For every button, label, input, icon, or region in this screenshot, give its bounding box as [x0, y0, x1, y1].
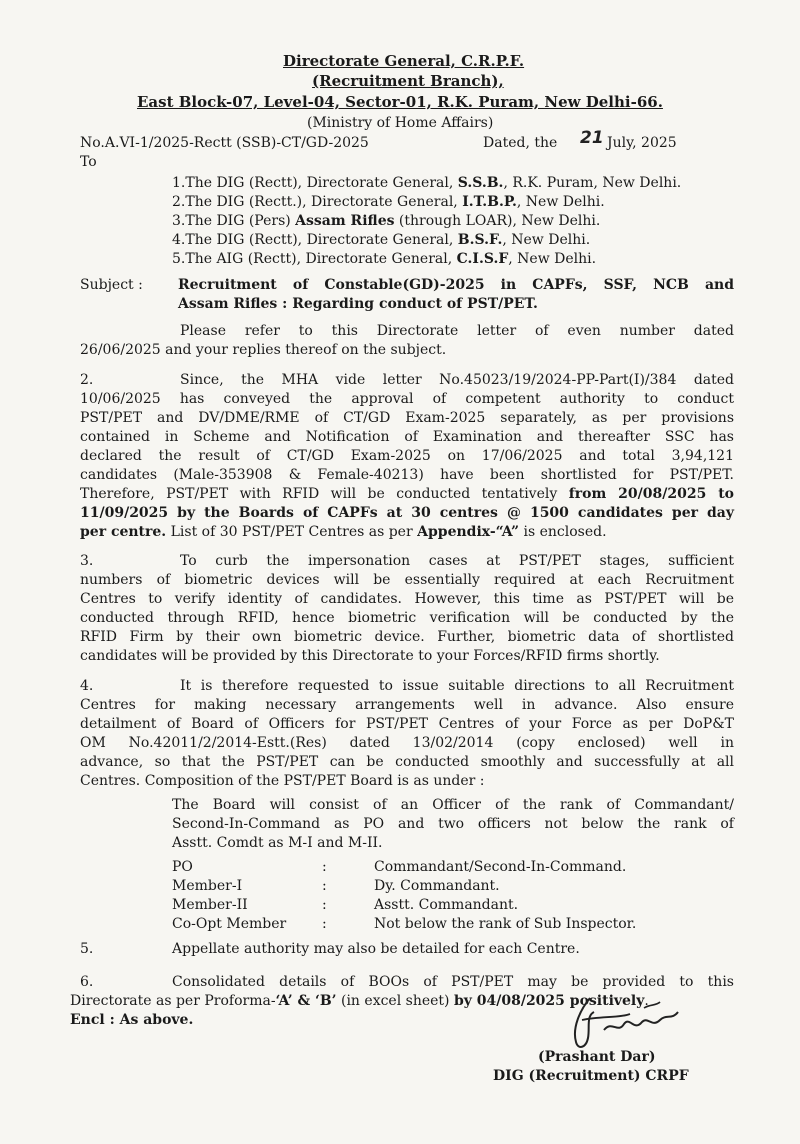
subject-line-1: Recruitment of Constable(GD)-2025 in CAPFs, SSF, NCB and: [178, 277, 734, 293]
para-3-line-3: Centres to verify identity of candidates. However, this time as PST/PET will be: [80, 591, 734, 607]
para-2-number: 2.: [80, 372, 94, 388]
board-line-2: Second-In-Command as PO and two officers not below the rank of: [172, 816, 734, 832]
handwritten-date: 21: [580, 128, 604, 148]
para-1-line-2: 26/06/2025 and your replies thereof on the subject.: [80, 342, 447, 358]
para-4-line-5: advance, so that the PST/PET can be conducted smoothly and successfully at all: [80, 754, 734, 770]
header-line-1: Directorate General, C.R.P.F.: [283, 52, 525, 70]
para-4-line-1: It is therefore requested to issue suitable directions to all Recruitment: [180, 678, 734, 694]
member-role: Co-Opt Member: [172, 916, 287, 932]
para-1-line-1: Please refer to this Directorate letter of even number dated: [180, 323, 734, 339]
dated-label: Dated, the: [483, 135, 558, 151]
member-separator: :: [322, 859, 327, 875]
para-2-line-7: Therefore, PST/PET with RFID will be conducted tentatively from 20/08/2025 to: [80, 486, 734, 502]
subject-label: Subject :: [80, 277, 143, 293]
ministry-line: (Ministry of Home Affairs): [307, 115, 494, 131]
dated-month-year: July, 2025: [607, 135, 677, 151]
member-rank: Not below the rank of Sub Inspector.: [374, 916, 637, 932]
para-5-number: 5.: [80, 941, 94, 957]
recipient-1: 1.The DIG (Rectt), Directorate General, S.S.B., R.K. Puram, New Delhi.: [172, 175, 682, 191]
para-4-line-3: detailment of Board of Officers for PST/PET Centres of your Force as per DoP&T: [80, 716, 734, 732]
member-separator: :: [322, 878, 327, 894]
para-3-number: 3.: [80, 553, 94, 569]
para-3-line-1: To curb the impersonation cases at PST/PET stages, sufficient: [180, 553, 734, 569]
para-3-line-5: RFID Firm by their own biometric device. Further, biometric data of shortlisted: [80, 629, 734, 645]
reference-number: No.A.VI-1/2025-Rectt (SSB)-CT/GD-2025: [80, 135, 369, 151]
subject-line-2: Assam Rifles : Regarding conduct of PST/PET.: [178, 296, 538, 312]
member-separator: :: [322, 916, 327, 932]
para-2-line-6: candidates (Male-353908 & Female-40213) have been shortlisted for PST/PET.: [80, 467, 734, 483]
para-3-line-4: conducted through RFID, hence biometric verification will be conducted by the: [80, 610, 734, 626]
signatory-designation: DIG (Recruitment) CRPF: [493, 1068, 689, 1084]
member-role: Member-II: [172, 897, 248, 913]
para-2-line-5: declared the result of CT/GD Exam-2025 on 17/06/2025 and total 3,94,121: [80, 448, 734, 464]
recipient-3: 3.The DIG (Pers) Assam Rifles (through LOAR), New Delhi.: [172, 213, 601, 229]
recipient-5: 5.The AIG (Rectt), Directorate General, C.I.S.F, New Delhi.: [172, 251, 597, 267]
header-line-2: (Recruitment Branch),: [312, 72, 504, 90]
para-3-line-6: candidates will be provided by this Directorate to your Forces/RFID firms shortly.: [80, 648, 660, 664]
member-role: PO: [172, 859, 193, 875]
signatory-name: (Prashant Dar): [538, 1049, 656, 1065]
para-2-line-9: per centre. List of 30 PST/PET Centres as per Appendix-“A” is enclosed.: [80, 524, 607, 540]
enclosure-note: Encl : As above.: [70, 1012, 194, 1028]
para-6-line-2: Directorate as per Proforma-‘A’ & ‘B’ (in excel sheet) by 04/08/2025 positively.: [70, 993, 649, 1009]
member-separator: :: [322, 897, 327, 913]
para-6-line-1: Consolidated details of BOOs of PST/PET may be provided to this: [172, 974, 734, 990]
member-role: Member-I: [172, 878, 243, 894]
para-4-line-2: Centres for making necessary arrangements well in advance. Also ensure: [80, 697, 734, 713]
board-line-1: The Board will consist of an Officer of the rank of Commandant/: [172, 797, 734, 813]
para-2-line-8: 11/09/2025 by the Boards of CAPFs at 30 centres @ 1500 candidates per day: [80, 505, 734, 521]
member-rank: Dy. Commandant.: [374, 878, 500, 894]
para-4-line-6: Centres. Composition of the PST/PET Board is as under :: [80, 773, 485, 789]
para-2-line-2: 10/06/2025 has conveyed the approval of competent authority to conduct: [80, 391, 734, 407]
para-2-line-3: PST/PET and DV/DME/RME of CT/GD Exam-2025 separately, as per provisions: [80, 410, 734, 426]
para-2-line-4: contained in Scheme and Notification of Examination and thereafter SSC has: [80, 429, 734, 445]
header-line-3: East Block-07, Level-04, Sector-01, R.K. Puram, New Delhi-66.: [137, 93, 663, 111]
recipient-4: 4.The DIG (Rectt), Directorate General, B.S.F., New Delhi.: [172, 232, 591, 248]
para-4-number: 4.: [80, 678, 94, 694]
recipient-2: 2.The DIG (Rectt.), Directorate General, I.T.B.P., New Delhi.: [172, 194, 605, 210]
member-rank: Asstt. Commandant.: [374, 897, 519, 913]
member-rank: Commandant/Second-In-Command.: [374, 859, 627, 875]
para-4-line-4: OM No.42011/2/2014-Estt.(Res) dated 13/02/2014 (copy enclosed) well in: [80, 735, 734, 751]
para-5-text: Appellate authority may also be detailed for each Centre.: [172, 941, 580, 957]
para-6-number: 6.: [80, 974, 94, 990]
para-3-line-2: numbers of biometric devices will be essentially required at each Recruitment: [80, 572, 734, 588]
to-label: To: [80, 154, 97, 170]
para-2-line-1: Since, the MHA vide letter No.45023/19/2024-PP-Part(I)/384 dated: [180, 372, 734, 388]
board-line-3: Asstt. Comdt as M-I and M-II.: [172, 835, 383, 851]
